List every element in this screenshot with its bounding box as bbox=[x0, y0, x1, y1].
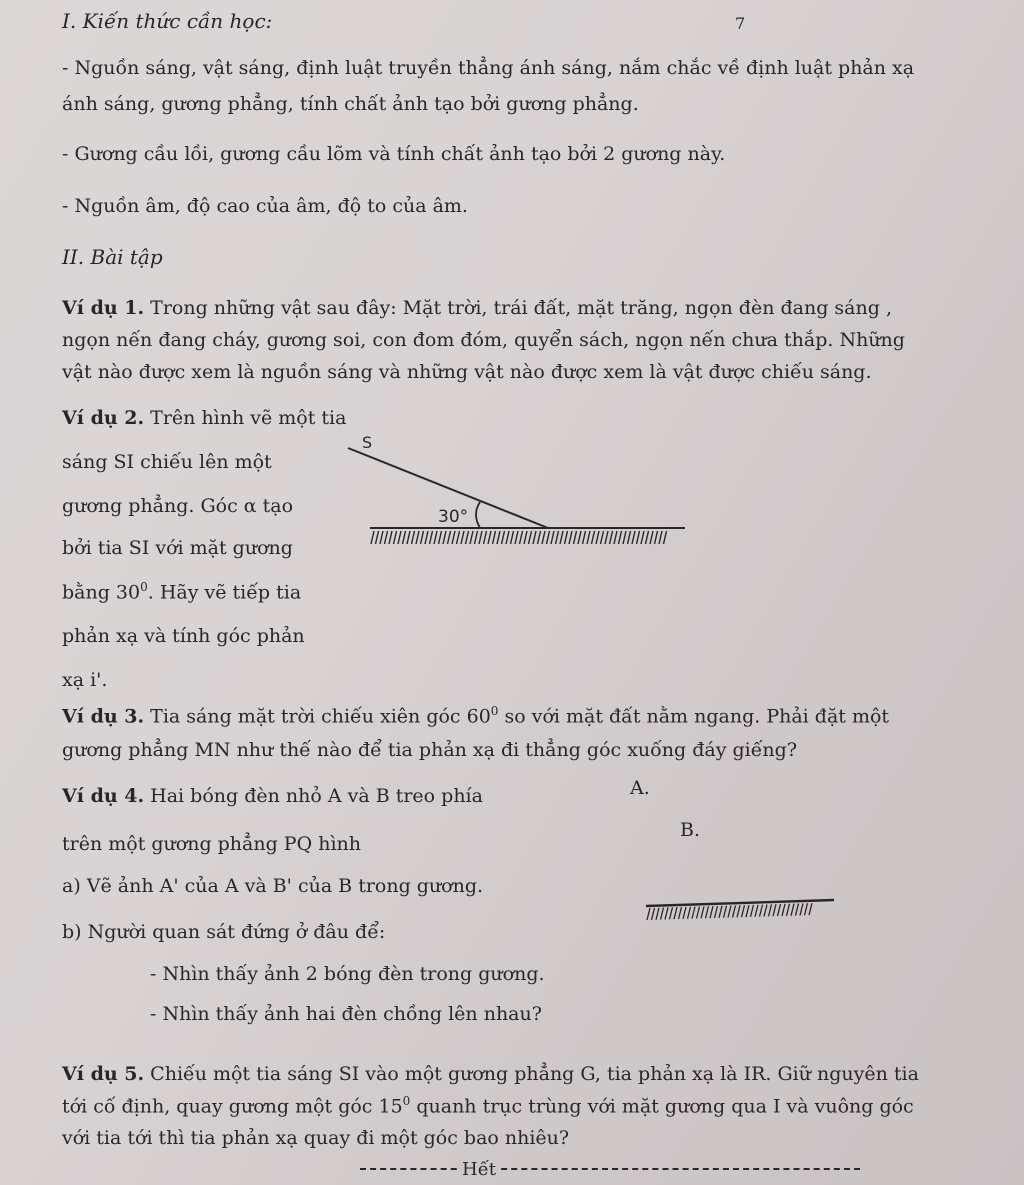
hatch-mark bbox=[470, 531, 473, 544]
hatch-mark bbox=[484, 531, 487, 544]
example-2-line-6: phản xạ và tính góc phản bbox=[62, 625, 305, 647]
hatch-mark bbox=[506, 531, 509, 544]
hatch-mark bbox=[592, 531, 595, 544]
hatch-mark bbox=[452, 531, 455, 544]
mirror-pq-surface bbox=[646, 900, 834, 906]
hatch-mark bbox=[637, 531, 640, 544]
hatch-mark bbox=[656, 908, 659, 920]
hatch-mark bbox=[751, 905, 754, 917]
example-2-line-7: xạ i'. bbox=[62, 669, 108, 691]
hatch-mark bbox=[398, 531, 401, 544]
example-4-line-2: trên một gương phẳng PQ hình bbox=[62, 833, 361, 855]
example-2-line-4: bởi tia SI với mặt gương bbox=[62, 537, 293, 559]
example-2-line-5-rest: . Hãy vẽ tiếp tia bbox=[147, 581, 302, 604]
hatch-mark bbox=[796, 904, 799, 916]
hatch-mark bbox=[710, 906, 713, 918]
example-1-text: Trong những vật sau đây: Mặt trời, trái đất, mặt trăng, ngọn đèn đang sáng , bbox=[144, 297, 892, 319]
hatch-mark bbox=[605, 531, 608, 544]
lamp-a-label: A. bbox=[630, 777, 650, 799]
hatch-mark bbox=[719, 906, 722, 918]
hatch-mark bbox=[569, 531, 572, 544]
example-4-text: Hai bóng đèn nhỏ A và B treo phía bbox=[144, 785, 483, 807]
hatch-mark bbox=[701, 906, 704, 918]
mirror-pq bbox=[640, 892, 840, 932]
example-2-line-2: sáng SI chiếu lên một bbox=[62, 451, 272, 473]
hatch-mark bbox=[448, 531, 451, 544]
example-1-line-3: vật nào được xem là nguồn sáng và những vật nào được xem là vật được chiếu sáng. bbox=[62, 361, 872, 383]
hatch-mark bbox=[394, 531, 397, 544]
hatch-mark bbox=[443, 531, 446, 544]
hatch-mark bbox=[641, 531, 644, 544]
example-2-label: Ví dụ 2. bbox=[62, 407, 145, 429]
hatch-mark bbox=[655, 531, 658, 544]
example-1-line-2: ngọn nến đang cháy, gương soi, con đom đóm, quyển sách, ngọn nến chưa thắp. Những bbox=[62, 329, 905, 351]
example-5-line-3: với tia tới thì tia phản xạ quay đi một góc bao nhiêu? bbox=[62, 1127, 570, 1149]
section-1-heading: I. Kiến thức cần học: bbox=[62, 9, 273, 33]
hatch-mark bbox=[610, 531, 613, 544]
hatch-mark bbox=[542, 531, 545, 544]
hatch-mark bbox=[439, 531, 442, 544]
hatch-mark bbox=[773, 904, 776, 916]
angle-label: 30° bbox=[438, 507, 469, 527]
mirror-hatching bbox=[371, 531, 667, 544]
hatch-mark bbox=[619, 531, 622, 544]
hatch-mark bbox=[755, 905, 758, 917]
hatch-mark bbox=[760, 905, 763, 917]
hatch-mark bbox=[646, 531, 649, 544]
example-5-line-1 bbox=[62, 1062, 919, 1087]
hatch-mark bbox=[683, 907, 686, 919]
hatch-mark bbox=[674, 907, 677, 919]
example-3-line-1 bbox=[62, 704, 889, 729]
hatch-mark bbox=[601, 531, 604, 544]
example-1-label: Ví dụ 1. bbox=[62, 297, 145, 319]
hatch-mark bbox=[380, 531, 383, 544]
hatch-mark bbox=[376, 531, 379, 544]
hatch-mark bbox=[560, 531, 563, 544]
example-4-part-b: b) Người quan sát đứng ở đâu để: bbox=[62, 921, 386, 943]
point-s-label: S bbox=[362, 433, 373, 452]
hatch-mark bbox=[661, 908, 664, 920]
example-2-figure bbox=[340, 430, 700, 560]
hatch-mark bbox=[746, 905, 749, 917]
hatch-mark bbox=[547, 531, 550, 544]
example-4-part-a: a) Vẽ ảnh A' của A và B' của B trong gương. bbox=[62, 875, 484, 897]
hatch-mark bbox=[659, 531, 662, 544]
hatch-mark bbox=[650, 531, 653, 544]
hatch-mark bbox=[565, 531, 568, 544]
page-mark: 7 bbox=[735, 14, 746, 33]
hatch-mark bbox=[556, 531, 559, 544]
hatch-mark bbox=[728, 906, 731, 918]
hatch-mark bbox=[737, 905, 740, 917]
example-3-text-b: so với mặt đất nằm ngang. Phải đặt một bbox=[498, 705, 890, 728]
hatch-mark bbox=[769, 904, 772, 916]
hatch-mark bbox=[670, 907, 673, 919]
hatch-mark bbox=[425, 531, 428, 544]
example-4-sub-2: - Nhìn thấy ảnh hai đèn chồng lên nhau? bbox=[150, 1003, 542, 1025]
section-2-heading: II. Bài tập bbox=[62, 245, 163, 269]
hatch-mark bbox=[688, 907, 691, 919]
hatch-mark bbox=[742, 905, 745, 917]
hatch-mark bbox=[733, 905, 736, 917]
hatch-mark bbox=[457, 531, 460, 544]
hatch-mark bbox=[632, 531, 635, 544]
hatch-mark bbox=[679, 907, 682, 919]
hatch-mark bbox=[764, 904, 767, 916]
hatch-mark bbox=[623, 531, 626, 544]
hatch-mark bbox=[371, 531, 374, 544]
lamp-b-label: B. bbox=[680, 819, 701, 841]
hatch-mark bbox=[385, 531, 388, 544]
hatch-mark bbox=[488, 531, 491, 544]
hatch-mark bbox=[578, 531, 581, 544]
hatch-mark bbox=[596, 531, 599, 544]
example-1-line-1 bbox=[62, 296, 892, 321]
example-2-line-5 bbox=[62, 580, 301, 605]
hatch-mark bbox=[652, 908, 655, 920]
hatch-mark bbox=[724, 906, 727, 918]
example-5-text-2b: quanh trục trùng với mặt gương qua I và vuông góc bbox=[410, 1095, 914, 1118]
hatch-mark bbox=[461, 531, 464, 544]
hatch-mark bbox=[791, 904, 794, 916]
hatch-mark bbox=[697, 907, 700, 919]
hatch-mark bbox=[479, 531, 482, 544]
hatch-mark bbox=[692, 907, 695, 919]
hatch-mark bbox=[403, 531, 406, 544]
knowledge-item-1: - Nguồn sáng, vật sáng, định luật truyền thẳng ánh sáng, nắm chắc về định luật phản xạ bbox=[62, 57, 915, 79]
example-2-angle-text: bằng 30 bbox=[62, 581, 141, 604]
knowledge-item-1-cont: ánh sáng, gương phẳng, tính chất ảnh tạo bởi gương phẳng. bbox=[62, 93, 639, 115]
example-3-degree: 0 bbox=[490, 704, 499, 718]
hatch-mark bbox=[647, 908, 650, 920]
hatch-mark bbox=[511, 531, 514, 544]
example-3-label: Ví dụ 3. bbox=[62, 705, 145, 728]
hatch-mark bbox=[533, 531, 536, 544]
hatch-mark bbox=[538, 531, 541, 544]
hatch-mark bbox=[665, 907, 668, 919]
example-5-line-2 bbox=[62, 1094, 914, 1119]
example-4-line-1 bbox=[62, 784, 483, 809]
example-2-line-1 bbox=[62, 406, 346, 431]
hatch-mark bbox=[664, 531, 667, 544]
knowledge-item-3: - Nguồn âm, độ cao của âm, độ to của âm. bbox=[62, 195, 468, 217]
hatch-mark bbox=[809, 903, 812, 915]
example-5-degree: 0 bbox=[402, 1094, 411, 1108]
end-divider bbox=[360, 1168, 860, 1170]
hatch-mark bbox=[389, 531, 392, 544]
hatch-mark bbox=[551, 531, 554, 544]
hatch-mark bbox=[715, 906, 718, 918]
hatch-mark bbox=[800, 903, 803, 915]
hatch-mark bbox=[502, 531, 505, 544]
angle-arc bbox=[476, 502, 480, 528]
hatch-mark bbox=[407, 531, 410, 544]
hatch-mark bbox=[778, 904, 781, 916]
hatch-mark bbox=[520, 531, 523, 544]
example-2-text: Trên hình vẽ một tia bbox=[144, 407, 347, 429]
hatch-mark bbox=[412, 531, 415, 544]
hatch-mark bbox=[466, 531, 469, 544]
hatch-mark bbox=[628, 531, 631, 544]
example-3-line-2: gương phẳng MN như thế nào để tia phản xạ đi thẳng góc xuống đáy giếng? bbox=[62, 739, 798, 761]
example-5-text-2a: tới cố định, quay gương một góc 15 bbox=[62, 1095, 403, 1118]
hatch-mark bbox=[574, 531, 577, 544]
hatch-mark bbox=[497, 531, 500, 544]
example-5-label: Ví dụ 5. bbox=[62, 1063, 145, 1085]
example-3-text-a: Tia sáng mặt trời chiếu xiên góc 60 bbox=[144, 705, 491, 728]
hatch-mark bbox=[787, 904, 790, 916]
hatch-mark bbox=[416, 531, 419, 544]
hatch-mark bbox=[421, 531, 424, 544]
hatch-mark bbox=[515, 531, 518, 544]
hatch-mark bbox=[583, 531, 586, 544]
hatch-mark bbox=[706, 906, 709, 918]
hatch-mark bbox=[614, 531, 617, 544]
knowledge-item-2: - Gương cầu lồi, gương cầu lõm và tính chất ảnh tạo bởi 2 gương này. bbox=[62, 143, 726, 165]
hatch-mark bbox=[430, 531, 433, 544]
degree-superscript: 0 bbox=[140, 580, 148, 594]
hatch-mark bbox=[524, 531, 527, 544]
hatch-mark bbox=[805, 903, 808, 915]
end-text: Hết bbox=[458, 1158, 500, 1181]
hatch-mark bbox=[529, 531, 532, 544]
hatch-mark bbox=[475, 531, 478, 544]
example-4-sub-1: - Nhìn thấy ảnh 2 bóng đèn trong gương. bbox=[150, 963, 545, 985]
example-4-label: Ví dụ 4. bbox=[62, 785, 145, 807]
hatch-mark bbox=[587, 531, 590, 544]
hatch-mark bbox=[782, 904, 785, 916]
hatch-mark bbox=[434, 531, 437, 544]
hatch-mark bbox=[493, 531, 496, 544]
example-5-text-a: Chiếu một tia sáng SI vào một gương phẳng G, tia phản xạ là IR. Giữ nguyên tia bbox=[144, 1063, 919, 1085]
example-2-line-3: gương phẳng. Góc α tạo bbox=[62, 495, 294, 517]
